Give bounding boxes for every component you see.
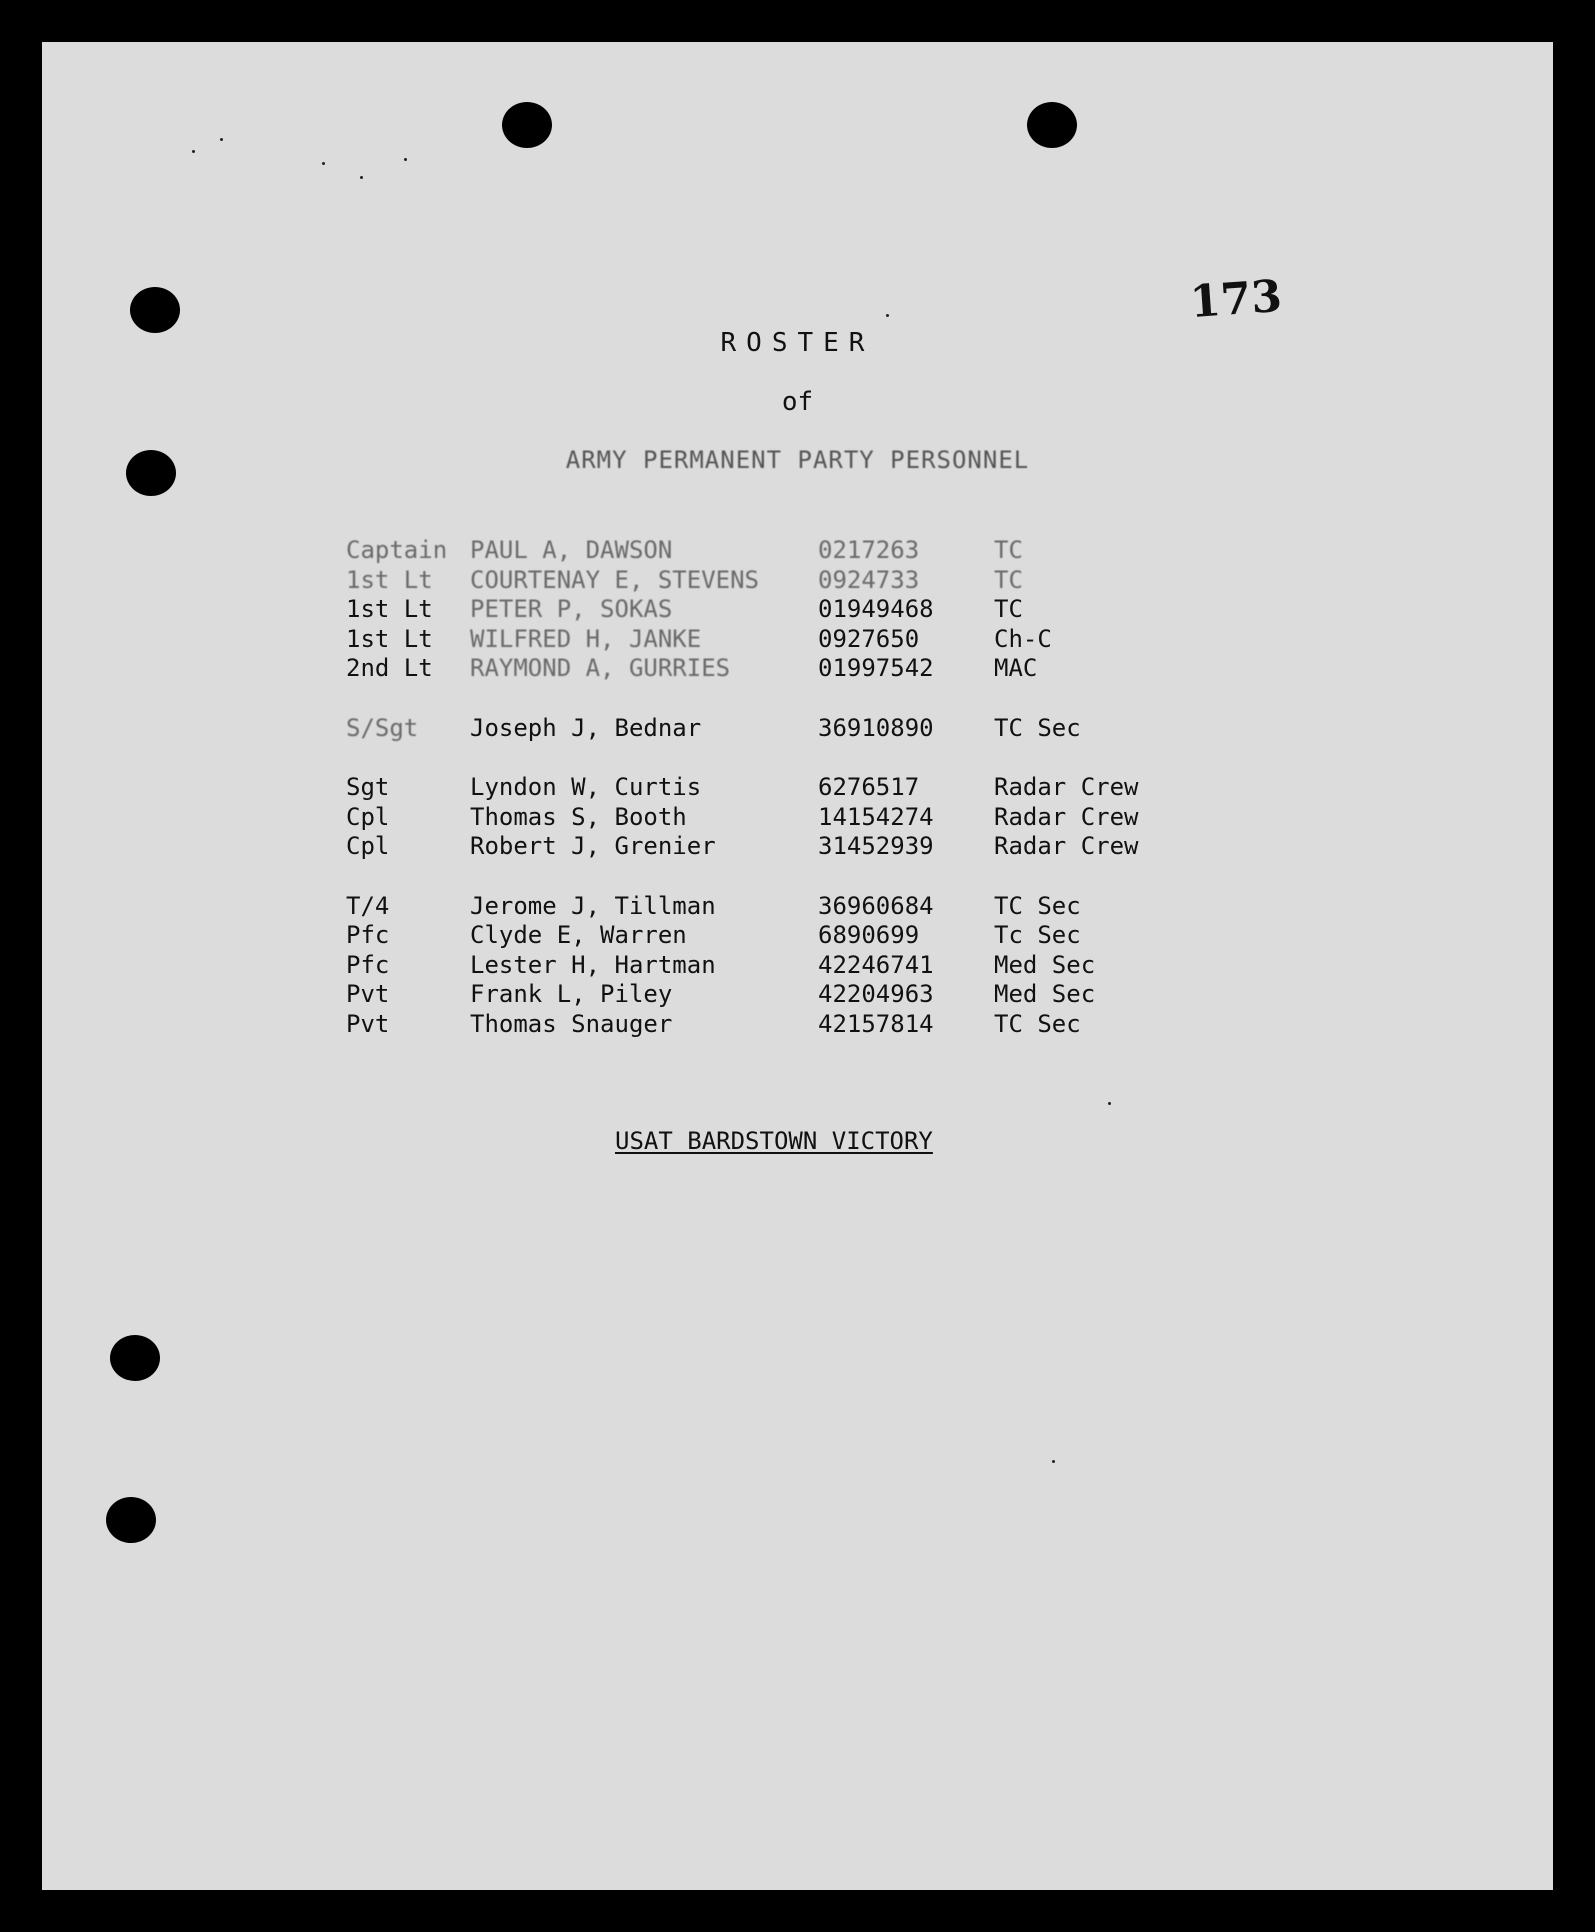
unit: TC — [994, 536, 1023, 564]
rank: 1st Lt — [346, 624, 433, 653]
roster-row — [346, 951, 1246, 981]
name: PAUL A, DAWSON — [470, 536, 673, 564]
rank: Captain — [346, 536, 448, 564]
name: Jerome J, Tillman — [470, 891, 716, 920]
rank: Cpl — [346, 802, 390, 831]
roster-row — [346, 566, 1246, 596]
roster-row — [346, 1010, 1246, 1040]
roster-row — [346, 980, 1246, 1010]
dust-speck — [1052, 1460, 1055, 1463]
serial-number: 01997542 — [818, 654, 934, 682]
dust-speck — [886, 314, 889, 317]
serial-number: 0924733 — [818, 565, 920, 594]
serial-number: 0927650 — [818, 624, 920, 653]
name: Frank L, Piley — [470, 980, 673, 1008]
rank: Pfc — [346, 921, 390, 949]
name: COURTENAY E, STEVENS — [470, 565, 759, 594]
rank: Pfc — [346, 950, 390, 979]
page-number: 173 — [1188, 270, 1284, 329]
punch-hole-left-4 — [106, 1497, 156, 1543]
rank: S/Sgt — [346, 713, 419, 742]
rank: Sgt — [346, 773, 390, 801]
serial-number: 42204963 — [818, 980, 934, 1008]
dust-speck — [404, 158, 407, 161]
title-connector: of — [781, 387, 814, 417]
unit: Med Sec — [994, 980, 1096, 1008]
roster-row — [346, 625, 1246, 655]
serial-number: 42246741 — [818, 950, 934, 979]
roster-row — [346, 832, 1246, 862]
dust-speck — [360, 176, 363, 179]
name: Thomas Snauger — [470, 1009, 673, 1038]
roster-row — [346, 892, 1246, 922]
unit: Med Sec — [994, 950, 1096, 979]
roster-row — [346, 714, 1246, 744]
unit: Tc Sec — [994, 921, 1081, 949]
rank: Pvt — [346, 980, 390, 1008]
punch-hole-top-right — [1027, 102, 1077, 148]
roster-row — [346, 595, 1246, 625]
name: Clyde E, Warren — [470, 921, 687, 949]
rank: 1st Lt — [346, 565, 433, 594]
roster-row — [346, 536, 1246, 566]
personnel-roster — [346, 536, 1246, 1039]
roster-row — [346, 921, 1246, 951]
dust-speck — [322, 162, 325, 165]
rank: 2nd Lt — [346, 654, 433, 682]
name: PETER P, SOKAS — [470, 595, 673, 623]
name: Lyndon W, Curtis — [470, 773, 702, 801]
unit: Radar Crew — [994, 773, 1139, 801]
unit: TC — [994, 565, 1023, 594]
serial-number: 36960684 — [818, 891, 934, 920]
punch-hole-top-left — [502, 102, 552, 148]
rank: Cpl — [346, 832, 390, 860]
serial-number: 6890699 — [818, 921, 920, 949]
roster-row — [346, 803, 1246, 833]
serial-number: 0217263 — [818, 536, 920, 564]
roster-row — [346, 654, 1246, 684]
name: Robert J, Grenier — [470, 832, 716, 860]
name: WILFRED H, JANKE — [470, 624, 702, 653]
serial-number: 14154274 — [818, 802, 934, 831]
serial-number: 01949468 — [818, 595, 934, 623]
serial-number: 36910890 — [818, 713, 934, 742]
name: Joseph J, Bednar — [470, 713, 702, 742]
dust-speck — [192, 150, 195, 153]
document-page — [42, 42, 1553, 1890]
unit: TC Sec — [994, 891, 1081, 920]
name: RAYMOND A, GURRIES — [470, 654, 731, 682]
document-subtitle: ARMY PERMANENT PARTY PERSONNEL — [565, 446, 1030, 474]
unit: Ch-C — [994, 624, 1052, 653]
unit: TC Sec — [994, 713, 1081, 742]
punch-hole-left-3 — [110, 1335, 160, 1381]
rank: T/4 — [346, 891, 390, 920]
serial-number: 42157814 — [818, 1009, 934, 1038]
dust-speck — [1108, 1102, 1111, 1105]
document-title: ROSTER — [720, 328, 875, 358]
serial-number: 31452939 — [818, 832, 934, 860]
ship-name: USAT BARDSTOWN VICTORY — [615, 1127, 933, 1155]
unit: TC Sec — [994, 1009, 1081, 1038]
name: Lester H, Hartman — [470, 950, 716, 979]
unit: MAC — [994, 654, 1038, 682]
unit: TC — [994, 595, 1023, 623]
punch-hole-left-1 — [130, 287, 180, 333]
roster-row — [346, 773, 1246, 803]
name: Thomas S, Booth — [470, 802, 687, 831]
serial-number: 6276517 — [818, 773, 920, 801]
rank: Pvt — [346, 1009, 390, 1038]
unit: Radar Crew — [994, 832, 1139, 860]
dust-speck — [220, 138, 223, 141]
unit: Radar Crew — [994, 802, 1139, 831]
rank: 1st Lt — [346, 595, 433, 623]
